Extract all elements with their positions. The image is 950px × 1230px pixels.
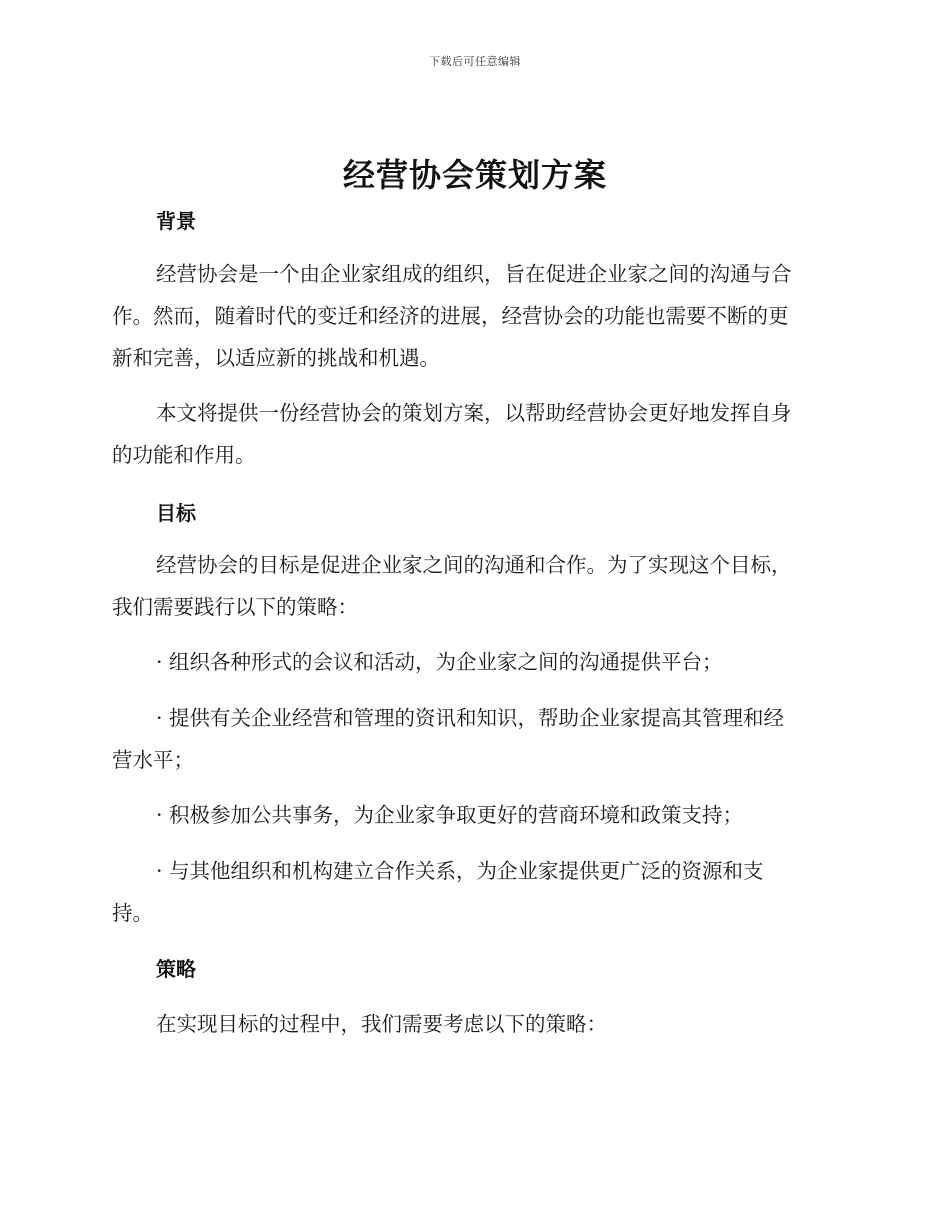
section-heading-strategy: 策略 xyxy=(156,957,196,981)
paragraph-line: 的功能和作用。 xyxy=(112,443,256,467)
paragraph xyxy=(112,253,834,379)
paragraph xyxy=(112,1003,834,1045)
paragraph-line: · 提供有关企业经营和管理的资讯和知识，帮助企业家提高其管理和经 xyxy=(156,706,785,730)
page-header-note: 下载后可任意编辑 xyxy=(429,55,521,68)
paragraph-line: 营水平； xyxy=(112,748,194,772)
bullet-item xyxy=(112,697,834,781)
paragraph-line: · 组织各种形式的会议和活动，为企业家之间的沟通提供平台； xyxy=(156,650,723,674)
section-heading-goals: 目标 xyxy=(156,501,196,525)
bullet-item xyxy=(112,850,834,934)
document-title: 经营协会策划方案 xyxy=(342,156,607,194)
paragraph-line: 持。 xyxy=(112,901,153,925)
section-heading-background: 背景 xyxy=(156,209,196,233)
paragraph-line: 作。然而，随着时代的变迁和经济的进展，经营协会的功能也需要不断的更 xyxy=(112,304,789,328)
bullet-item xyxy=(112,794,834,836)
paragraph-line: 我们需要践行以下的策略： xyxy=(112,595,358,619)
paragraph-line: · 积极参加公共事务，为企业家争取更好的营商环境和政策支持； xyxy=(156,803,744,827)
paragraph xyxy=(112,544,834,628)
paragraph-line: · 与其他组织和机构建立合作关系，为企业家提供更广泛的资源和支 xyxy=(156,859,764,883)
paragraph-line: 在实现目标的过程中，我们需要考虑以下的策略： xyxy=(156,1012,607,1036)
paragraph xyxy=(112,392,834,476)
paragraph-line: 经营协会的目标是促进企业家之间的沟通和合作。为了实现这个目标， xyxy=(156,553,792,577)
paragraph-line: 经营协会是一个由企业家组成的组织，旨在促进企业家之间的沟通与合 xyxy=(156,262,792,286)
paragraph-line: 本文将提供一份经营协会的策划方案，以帮助经营协会更好地发挥自身 xyxy=(156,401,792,425)
paragraph-line: 新和完善，以适应新的挑战和机遇。 xyxy=(112,346,440,370)
bullet-item xyxy=(112,641,834,683)
